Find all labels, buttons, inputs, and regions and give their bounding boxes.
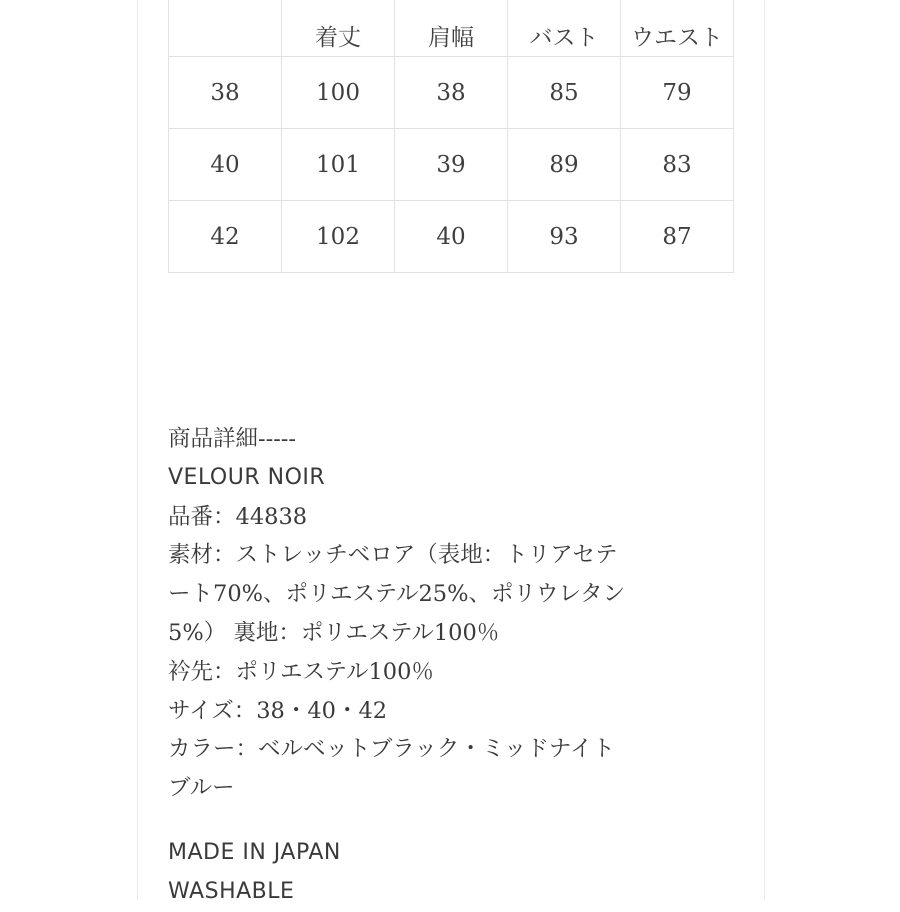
material-line: 5%） 裏地：ポリエステル100％ xyxy=(168,619,500,646)
size-table xyxy=(168,0,734,273)
header-cell-waist: ウエスト xyxy=(621,0,734,57)
washable-label: WASHABLE xyxy=(168,878,295,904)
details-heading: 商品詳細----- xyxy=(168,426,297,452)
color-line: カラー：ベルベットブラック・ミッドナイト xyxy=(168,736,615,763)
table-cell: 39 xyxy=(395,129,508,201)
material-line: 素材：ストレッチベロア（表地：トリアセテ xyxy=(168,542,618,569)
table-header-row xyxy=(169,0,734,57)
made-in-label: MADE IN JAPAN xyxy=(168,839,341,865)
header-cell-length: 着丈 xyxy=(282,0,395,57)
table-cell: 93 xyxy=(508,201,621,273)
product-number: 品番：44838 xyxy=(168,503,308,530)
table-cell: 102 xyxy=(282,201,395,273)
product-details xyxy=(168,420,728,912)
table-cell: 89 xyxy=(508,129,621,201)
table-cell: 83 xyxy=(621,129,734,201)
table-cell: 100 xyxy=(282,57,395,129)
header-cell-empty xyxy=(169,0,282,57)
table-cell: 38 xyxy=(395,57,508,129)
brand-name: VELOUR NOIR xyxy=(168,464,326,490)
table-row xyxy=(169,129,734,201)
collar-material: 衿先：ポリエステル100％ xyxy=(168,658,434,685)
header-cell-shoulder: 肩幅 xyxy=(395,0,508,57)
table-row xyxy=(169,57,734,129)
table-cell: 101 xyxy=(282,129,395,201)
table-cell: 79 xyxy=(621,57,734,129)
size-list: サイズ：38・40・42 xyxy=(168,697,388,724)
table-cell: 40 xyxy=(395,201,508,273)
color-line: ブルー xyxy=(168,775,235,802)
table-cell: 38 xyxy=(169,57,282,129)
table-cell: 40 xyxy=(169,129,282,201)
table-cell: 85 xyxy=(508,57,621,129)
table-cell: 42 xyxy=(169,201,282,273)
spacer xyxy=(168,808,728,834)
table-cell: 87 xyxy=(621,201,734,273)
table-row xyxy=(169,201,734,273)
header-cell-bust: バスト xyxy=(508,0,621,57)
material-line: ート70%、ポリエステル25%、ポリウレタン xyxy=(168,581,626,608)
